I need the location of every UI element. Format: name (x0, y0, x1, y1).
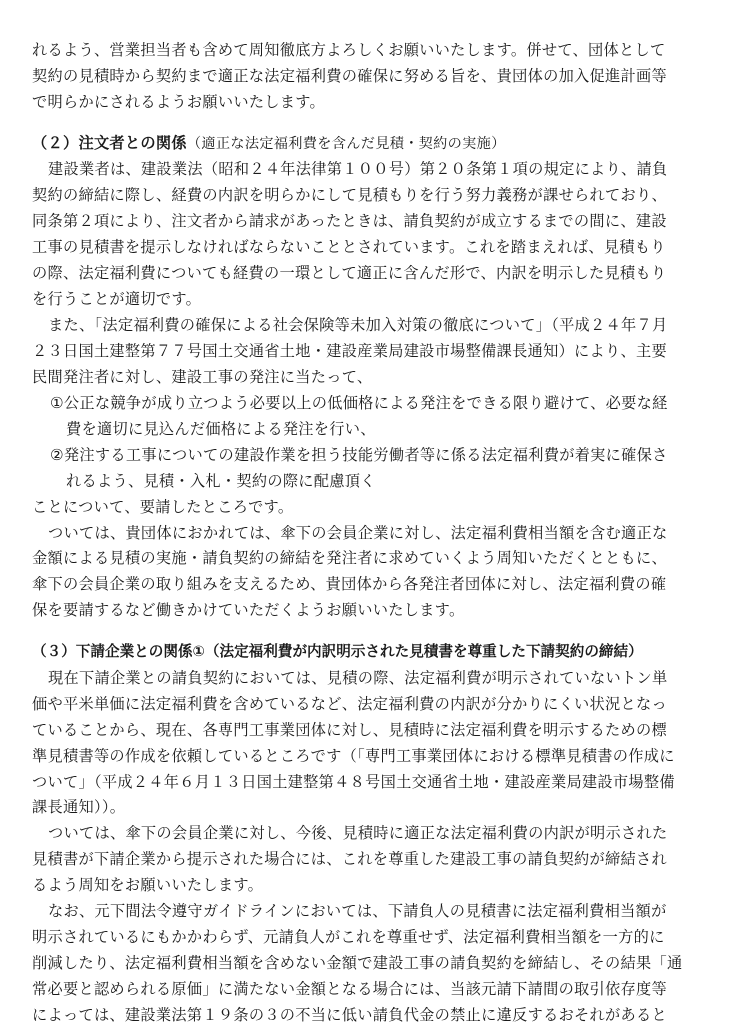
list-item-line: ②発注する工事についての建設作業を担う技能労働者等に係る法定福利費が着実に確保さ (50, 446, 668, 464)
paragraph-line: 民間発注者に対し、建設工事の発注に当たって、 (32, 368, 373, 386)
paragraph-line: 価や平米単価に法定福利費を含めているなど、法定福利費の内訳が分かりにくい状況となっ (32, 695, 667, 713)
paragraph-line: 課長通知））。 (32, 798, 126, 816)
section-heading-2 (32, 133, 506, 154)
list-item-line: 費を適切に見込んだ価格による発注を行い、 (66, 420, 376, 438)
paragraph-line: で明らかにされるようお願いいたします。 (32, 93, 326, 111)
paragraph-line: また、「法定福利費の確保による社会保険等未加入対策の徹底について」（平成２４年７月 (48, 316, 668, 334)
paragraph-line: れるよう、営業担当者も含めて周知徹底方よろしくお願いいたします。併せて、団体として (32, 41, 666, 59)
paragraph-line: 準見積書等の作成を依頼しているところです（「専門工事業団体における標準見積書の作成に (32, 747, 675, 765)
paragraph-line: 見積書が下請企業から提示された場合には、これを尊重した建設工事の請負契約が締結され (32, 850, 667, 868)
list-item-line: ①公正な競争が成り立つよう必要以上の低価格による発注をできる限り避けて、必要な経 (50, 394, 668, 412)
paragraph-line: 同条第２項により、注文者から請求があったときは、請負契約が成立するまでの間に、建設 (32, 212, 667, 230)
paragraph-line: 保を要請するなど働きかけていただくようお願いいたします。 (32, 601, 465, 619)
paragraph-line: 契約の見積時から契約まで適正な法定福利費の確保に努める旨を、貴団体の加入促進計画等 (32, 67, 667, 85)
paragraph-line: ついては、傘下の会員企業に対し、今後、見積時に適正な法定福利費の内訳が明示された (48, 824, 668, 842)
paragraph-line: の際、法定福利費についても経費の一環として適正に含んだ形で、内訳を明示した見積もり (32, 264, 667, 282)
paragraph-line: るよう周知をお願いいたします。 (32, 876, 264, 894)
section-heading-3: （３）下請企業との関係①（法定福利費が内訳明示された見積書を尊重した下請契約の締結） (32, 643, 643, 660)
paragraph-line: 明示されているにもかかわらず、元請負人がこれを尊重せず、法定福利費相当額を一方的に (32, 928, 665, 946)
section-heading-note: （適正な法定福利費を含んだ見積・契約の実施） (186, 136, 506, 152)
paragraph-line: を行うことが適切です。 (32, 290, 202, 308)
paragraph-line: ていることから、現在、各専門工事業団体に対し、見積時に法定福利費を明示するための標 (32, 721, 667, 739)
paragraph-line: 現在下請企業との請負契約においては、見積の際、法定福利費が明示されていないトン単 (48, 669, 668, 687)
paragraph-line: 工事の見積書を提示しなければならないこととされています。これを踏まえれば、見積もり (32, 238, 666, 256)
paragraph-line: 常必要と認められる原価」に満たない金額となる場合には、当該元請下請間の取引依存度等 (32, 980, 667, 998)
paragraph-line: ついて」（平成２４年６月１３日国土建整第４８号国土交通省土地・建設産業局建設市場整備 (32, 773, 675, 791)
paragraph-line: 契約の締結に際し、経費の内訳を明らかにして見積もりを行う努力義務が課せられており、 (32, 186, 667, 204)
paragraph-line: によっては、建設業法第１９条の３の不当に低い請負代金の禁止に違反するおそれがあると (32, 1006, 667, 1024)
paragraph-line: ついては、貴団体におかれては、傘下の会員企業に対し、法定福利費相当額を含む適正な (48, 524, 668, 542)
paragraph-line: 削減したり、法定福利費相当額を含めない金額で建設工事の請負契約を締結し、その結果「通 (32, 954, 683, 972)
section-heading-title: （２）注文者との関係 (32, 134, 187, 152)
paragraph-line: 建設業者は、建設業法（昭和２４年法律第１００号）第２０条第１項の規定により、請負 (48, 160, 668, 178)
paragraph-line: ２３日国土建整第７７号国土交通省土地・建設産業局建設市場整備課長通知）により、主要 (32, 342, 667, 360)
paragraph-line: なお、元下間法令遵守ガイドラインにおいては、下請負人の見積書に法定福利費相当額が (48, 902, 667, 920)
list-item-line: れるよう、見積・入札・契約の際に配慮頂く (66, 472, 376, 490)
paragraph-line: 傘下の会員企業の取り組みを支えるため、貴団体から各発注者団体に対し、法定福利費の確 (32, 575, 667, 593)
paragraph-line: 金額による見積の実施・請負契約の締結を発注者に求めていくよう周知いただくとともに、 (32, 549, 667, 567)
paragraph-line: ことについて、要請したところです。 (32, 498, 294, 516)
